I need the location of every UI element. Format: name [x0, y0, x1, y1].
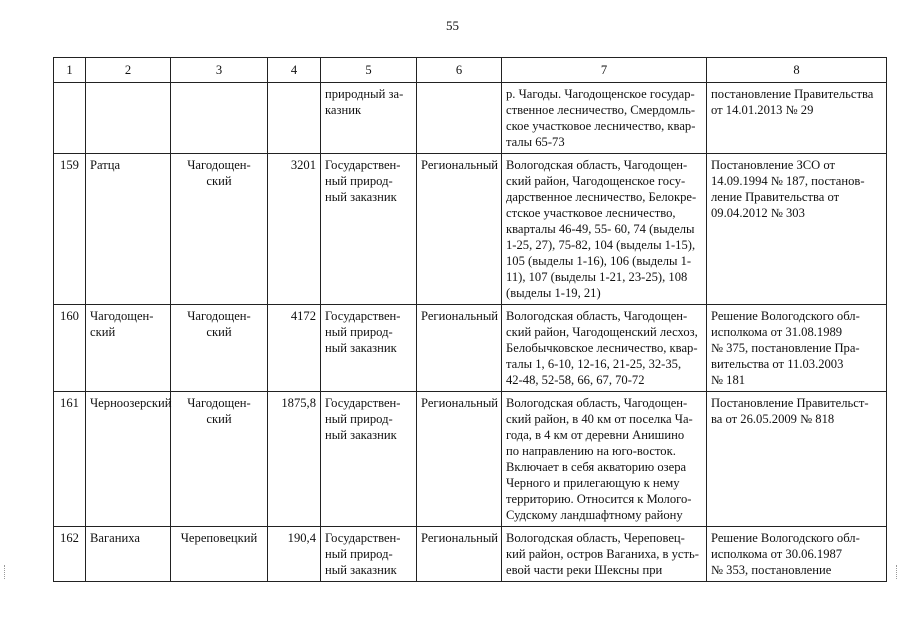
column-header: 6 [417, 58, 502, 83]
column-header: 1 [54, 58, 86, 83]
column-header: 8 [707, 58, 887, 83]
cell-location: Вологодская область, Чагодощен- ский район, в 40 км от поселка Ча- года, в 4 км от деревни Анишино по направлению на юго-восток. Включает в себя акваторию озера Черного и прилегающую к нему территорию. Относится к Молого- Судскому ландшафтному району [502, 392, 707, 527]
cell-area: 4172 [268, 305, 321, 392]
cell-number [54, 83, 86, 154]
protected-areas-table [53, 57, 887, 582]
cell-name: Ваганиха [86, 527, 171, 582]
cell-category: Государствен- ный природ- ный заказник [321, 305, 417, 392]
cell-number: 162 [54, 527, 86, 582]
cell-category: природный за- казник [321, 83, 417, 154]
table-row [54, 305, 887, 392]
cell-area: 190,4 [268, 527, 321, 582]
cell-significance: Региональный [417, 305, 502, 392]
cell-location: Вологодская область, Чагодощен- ский район, Чагодощенское госу- дарственное лесничество, Белокре- стское участковое лесничество, кварталы 46-49, 55- 60, 74 (выделы 1-25, 27), 75-82, 104 (выделы 1-15), 105 (выделы 1-16), 106 (выделы 1- 11), 107 (выделы 1-21, 23-25), 108 (выделы 1-19, 21) [502, 154, 707, 305]
cell-location: р. Чагоды. Чагодощенское государ- ственное лесничество, Смердомль- ское участковое лесничество, квар- талы 65-73 [502, 83, 707, 154]
table-row [54, 83, 887, 154]
column-header: 4 [268, 58, 321, 83]
cell-district: Чагодощен- ский [171, 305, 268, 392]
right-scan-mark [896, 565, 900, 579]
left-scan-mark [4, 565, 8, 579]
cell-document: Решение Вологодского обл- исполкома от 30.06.1987 № 353, постановление [707, 527, 887, 582]
cell-category: Государствен- ный природ- ный заказник [321, 154, 417, 305]
cell-area: 1875,8 [268, 392, 321, 527]
cell-district: Чагодощен- ский [171, 154, 268, 305]
cell-significance: Региональный [417, 527, 502, 582]
cell-name: Черноозерский [86, 392, 171, 527]
cell-area: 3201 [268, 154, 321, 305]
column-header: 3 [171, 58, 268, 83]
cell-document: Постановление ЗСО от 14.09.1994 № 187, постанов- ление Правительства от 09.04.2012 № 303 [707, 154, 887, 305]
column-header: 2 [86, 58, 171, 83]
cell-number: 161 [54, 392, 86, 527]
table-row [54, 154, 887, 305]
cell-name: Ратца [86, 154, 171, 305]
cell-number: 159 [54, 154, 86, 305]
page-number: 55 [446, 18, 459, 33]
cell-document: Постановление Правительст- ва от 26.05.2009 № 818 [707, 392, 887, 527]
cell-category: Государствен- ный природ- ный заказник [321, 527, 417, 582]
cell-document: Решение Вологодского обл- исполкома от 31.08.1989 № 375, постановление Пра- вительства от 11.03.2003 № 181 [707, 305, 887, 392]
cell-name [86, 83, 171, 154]
column-header: 7 [502, 58, 707, 83]
cell-significance: Региональный [417, 154, 502, 305]
cell-location: Вологодская область, Череповец- кий район, остров Ваганиха, в усть- евой части реки Шексны при [502, 527, 707, 582]
cell-category: Государствен- ный природ- ный заказник [321, 392, 417, 527]
cell-district: Череповецкий [171, 527, 268, 582]
table-row [54, 392, 887, 527]
cell-district [171, 83, 268, 154]
cell-name: Чагодощен- ский [86, 305, 171, 392]
cell-document: постановление Правительства от 14.01.2013 № 29 [707, 83, 887, 154]
cell-number: 160 [54, 305, 86, 392]
header-row [54, 58, 887, 83]
cell-significance: Региональный [417, 392, 502, 527]
cell-district: Чагодощен- ский [171, 392, 268, 527]
table-row [54, 527, 887, 582]
column-header: 5 [321, 58, 417, 83]
cell-location: Вологодская область, Чагодощен- ский район, Чагодощенский лесхоз, Белобычковское лесничество, квар- талы 1, 6-10, 12-16, 21-25, 32-35, 42-48, 52-58, 66, 67, 70-72 [502, 305, 707, 392]
cell-significance [417, 83, 502, 154]
cell-area [268, 83, 321, 154]
